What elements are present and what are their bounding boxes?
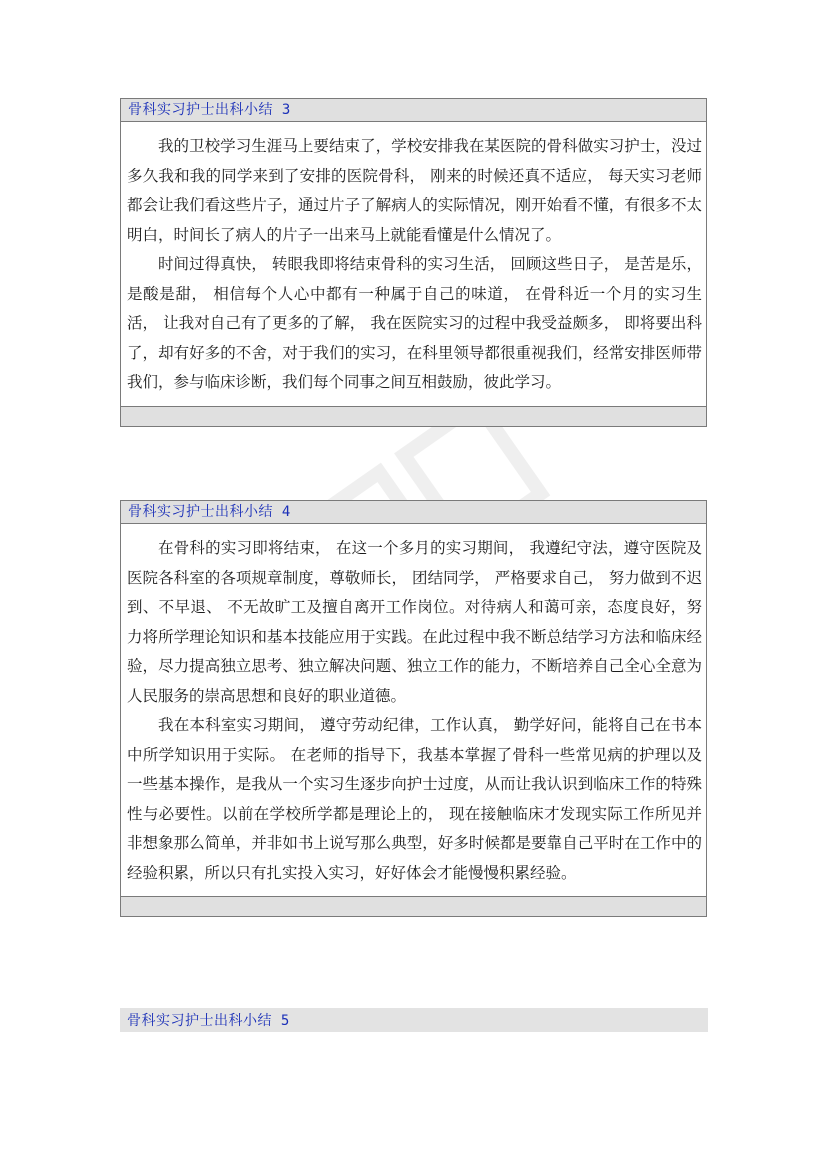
section-title: 骨科实习护士出科小结 3: [121, 99, 706, 122]
section-footer-bar: [121, 406, 706, 426]
summary-section-4: [120, 500, 707, 917]
section-body: [121, 524, 706, 896]
paragraph: 时间过得真快， 转眼我即将结束骨科的实习生活， 回顾这些日子， 是苦是乐，是酸是甜， 相信每个人心中都有一种属于自己的味道， 在骨科近一个月的实习生活， 让我对自己有了更多的了解， 我在医院实习的过程中我受益颇多， 即将要出科了，却有好多的不舍，对于我们的实习，在科里领导都很重视我们，经常安排医师带我们，参与临床诊断，我们每个同事之间互相鼓励，彼此学习。: [127, 255, 702, 391]
section-body: [121, 122, 706, 406]
summary-section-3: [120, 98, 707, 427]
paragraph: 在骨科的实习即将结束， 在这一个多月的实习期间， 我遵纪守法，遵守医院及医院各科室的各项规章制度，尊敬师长， 团结同学， 严格要求自己， 努力做到不迟到、不早退、 不无故旷工及擅自离开工作岗位。对待病人和蔼可亲，态度良好，努力将所学理论知识和基本技能应用于实践。在此过程中我不断总结学习方法和临床经验，尽力提高独立思考、独立解决问题、独立工作的能力，不断培养自己全心全意为人民服务的崇高思想和良好的职业道德。: [127, 539, 702, 705]
paragraph: 我的卫校学习生涯马上要结束了，学校安排我在某医院的骨科做实习护士，没过多久我和我的同学来到了安排的医院骨科， 刚来的时候还真不适应， 每天实习老师都会让我们看这些片子，通过片子了解病人的实际情况，刚开始看不懂，有很多不太明白，时间长了病人的片子一出来马上就能看懂是什么情况了。: [127, 137, 702, 244]
section-footer-bar: [121, 896, 706, 916]
section-title: 骨科实习护士出科小结 4: [121, 501, 706, 524]
summary-section-5-title: 骨科实习护士出科小结 5: [120, 1008, 708, 1032]
paragraph: 我在本科室实习期间， 遵守劳动纪律，工作认真， 勤学好问，能将自己在书本中所学知识用于实际。 在老师的指导下，我基本掌握了骨科一些常见病的护理以及一些基本操作，是我从一个实习生逐步向护士过度，从而让我认识到临床工作的特殊性与必要性。以前在学校所学都是理论上的， 现在接触临床才发现实际工作所见并非想象那么简单，并非如书上说写那么典型，好多时候都是要靠自己平时在工作中的经验积累，所以只有扎实投入实习，好好体会才能慢慢积累经验。: [127, 716, 702, 882]
